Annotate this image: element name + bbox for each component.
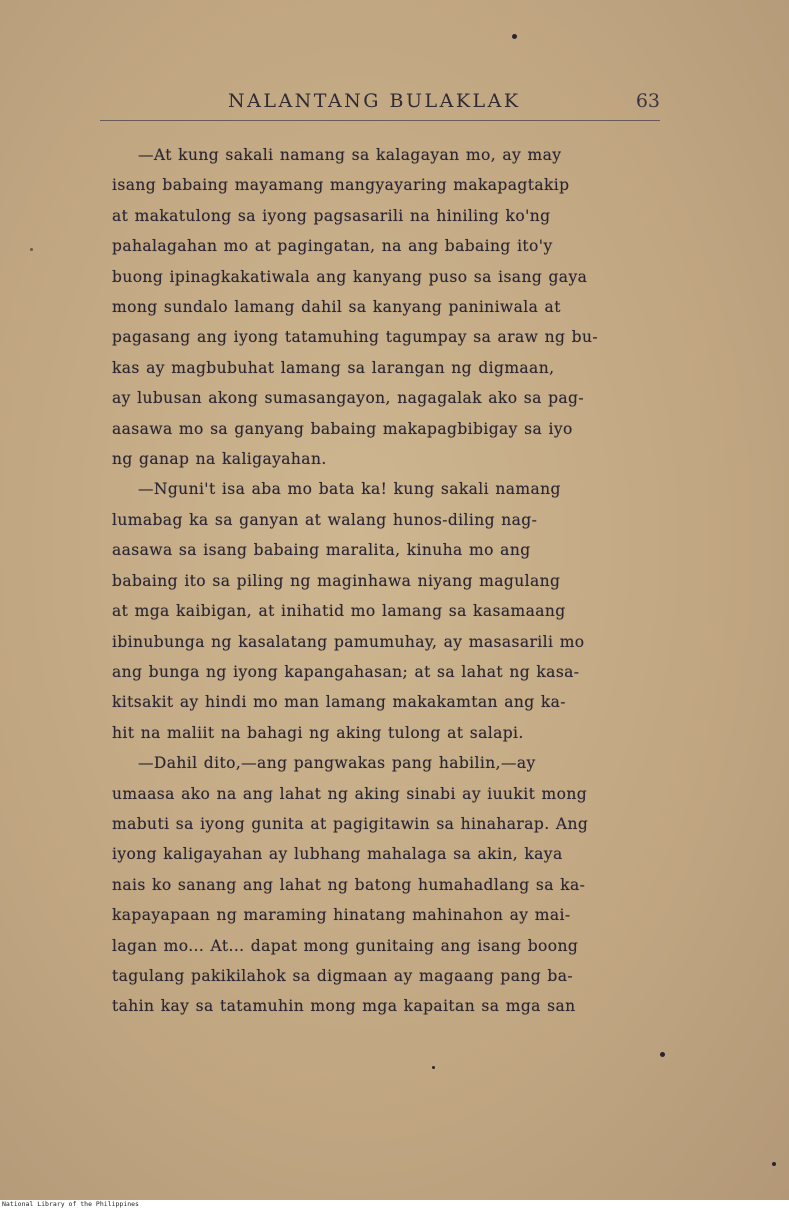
header-rule: [100, 120, 660, 121]
library-credit: National Library of the Philippines: [2, 1200, 139, 1208]
ink-speck: [772, 1162, 776, 1166]
paragraph-2: —Nguni't isa aba mo bata ka! kung sakali namang lumabag ka sa ganyan at walang hunos-diling nag- aasawa sa isang babaing maralita, kinuha mo ang babaing ito sa piling ng maginhawa niyang magulang at mga kaibigan, at inihatid mo lamang sa kasamaang ibinubunga ng kasalatang pamumuhay, ay masasarili mo ang bunga ng iyong kapangahasan; at sa lahat ng kasa- kitsakit ay hindi mo man lamang makakamtan ang ka- hit na maliit na bahagi ng aking tulong at salapi.: [112, 480, 585, 742]
paragraph-1: —At kung sakali namang sa kalagayan mo, ay may isang babaing mayamang mangyayaring makapagtakip at makatulong sa iyong pagsasarili na hiniling ko'ng pahalagahan mo at pagingatan, na ang babaing ito'y buong ipinagkakatiwala ang kanyang puso sa isang gaya mong sundalo lamang dahil sa kanyang paniniwala at pagasang ang iyong tatamuhing tagumpay sa araw ng bu- kas ay magbubuhat lamang sa larangan ng digmaan, ay lubusan akong sumasangayon, nagagalak ako sa pag- aasawa mo sa ganyang babaing makapagbibigay sa iyo ng ganap na kaligayahan.: [112, 146, 598, 469]
page-header: [100, 82, 660, 122]
ink-speck: [30, 248, 33, 251]
running-title: NALANTANG BULAKLAK: [228, 90, 521, 112]
ink-speck: [660, 1052, 665, 1057]
paragraph-3: —Dahil dito,—ang pangwakas pang habilin,—ay umaasa ako na ang lahat ng aking sinabi ay iuukit mong mabuti sa iyong gunita at pagigitawin sa hinaharap. Ang iyong kaligayahan ay lubhang mahalaga sa akin, kaya nais ko sanang ang lahat ng batong humahadlang sa ka- kapayapaan ng maraming hinatang mahinahon ay mai- lagan mo... At... dapat mong gunitaing ang isang boong tagulang pakikilahok sa digmaan ay magaang pang ba- tahin kay sa tatamuhin mong mga kapaitan sa mga san: [112, 754, 589, 1016]
body-text: [112, 140, 664, 1022]
ink-speck: [512, 34, 517, 39]
ink-speck: [432, 1066, 435, 1069]
page-number: 63: [635, 90, 660, 112]
footer-strip: [0, 1200, 789, 1208]
